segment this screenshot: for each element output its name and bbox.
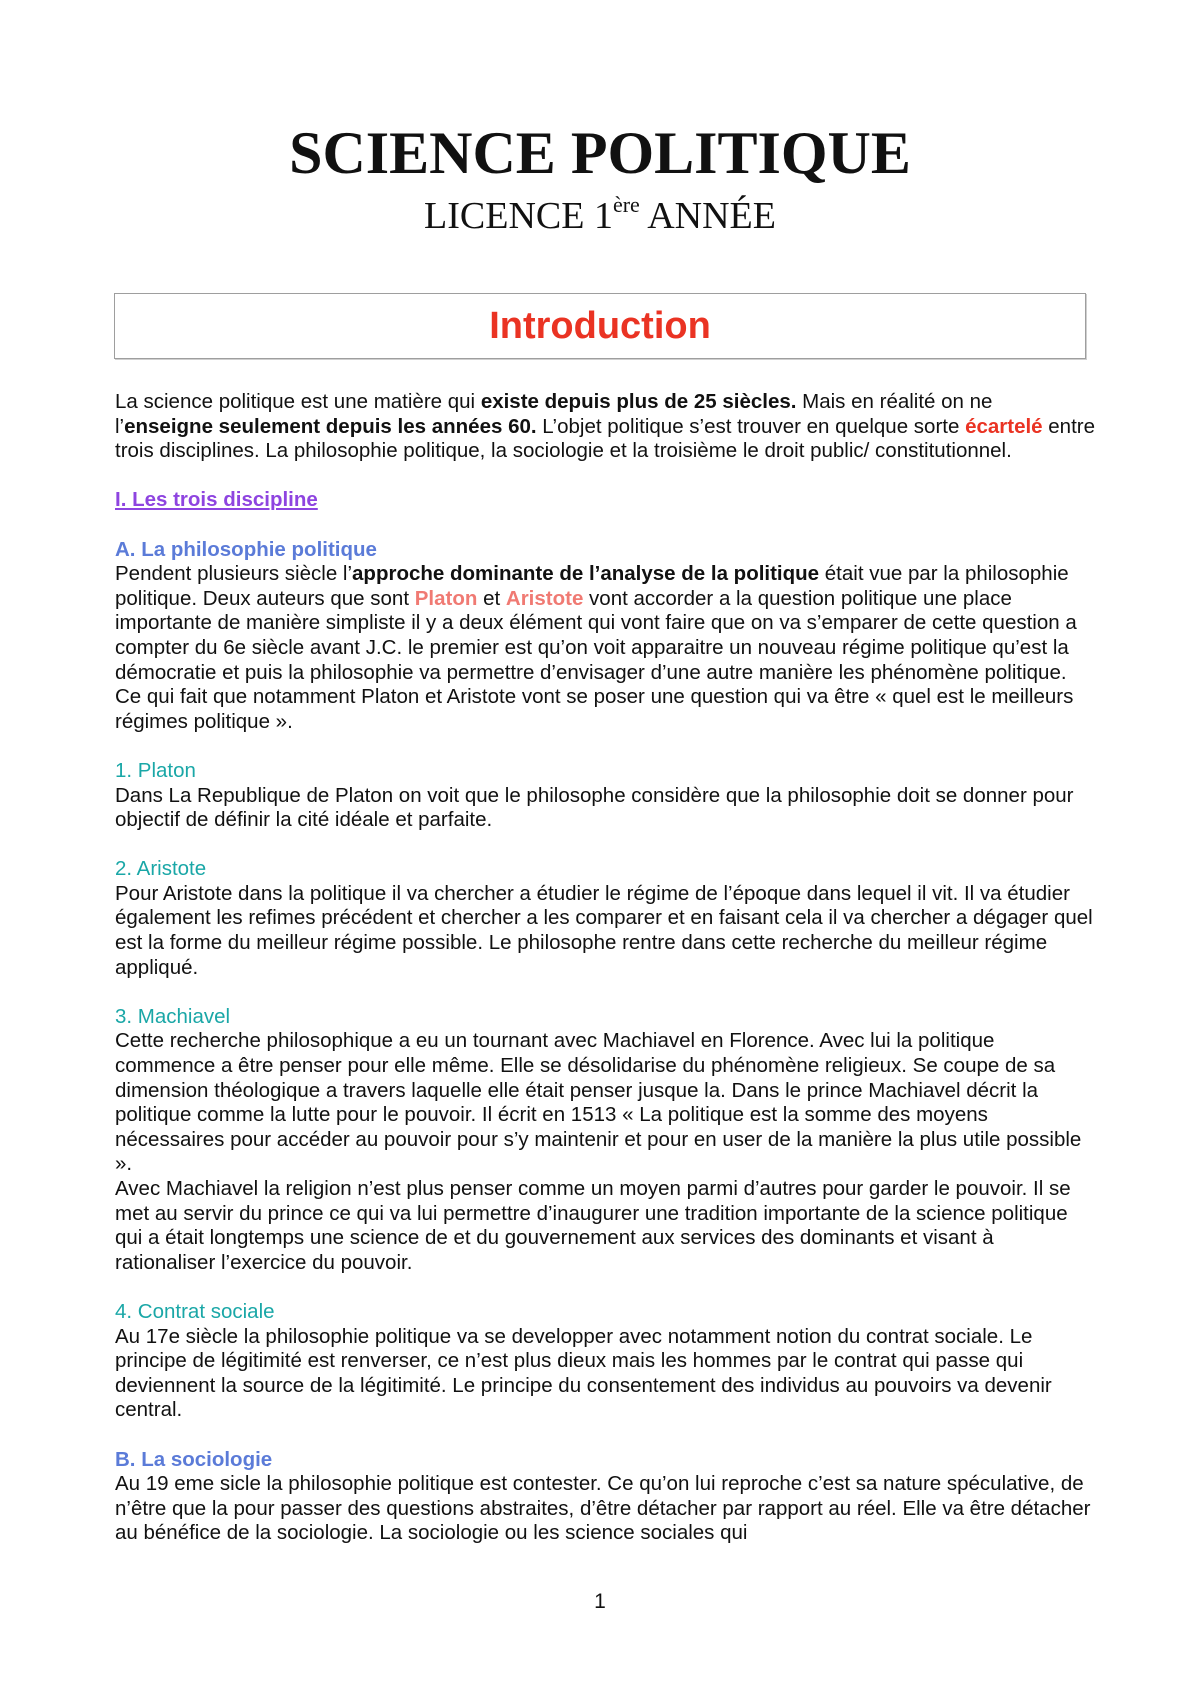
introduction-heading: Introduction bbox=[489, 305, 711, 347]
subsection-machiavel-text-2: Avec Machiavel la religion n’est plus penser comme un moyen parmi d’autres pour garder le pouvoir. Il se met au servir du prince ce qui va lui permettre d’inaugurer une tradition importante de la science politique qui a était longtemps une science de et du gouvernement aux services des dominants et visant à rationaliser l’exercice du pouvoir. bbox=[115, 1177, 1071, 1274]
section-heading-a: A. La philosophie politique bbox=[115, 537, 377, 561]
section-a-bold: approche dominante de l’analyse de la politique bbox=[352, 562, 820, 586]
section-a-text-1: Pendent plusieurs siècle l’ bbox=[115, 562, 353, 586]
intro-bold-1: existe depuis plus de 25 siècles. bbox=[480, 390, 797, 413]
document-subtitle bbox=[0, 192, 1200, 240]
section-a-text-3: et bbox=[477, 586, 506, 610]
intro-paragraph bbox=[115, 390, 1095, 464]
section-a-paragraph bbox=[115, 562, 1095, 734]
intro-bold-2: enseigne seulement depuis les années 60. bbox=[124, 414, 537, 438]
intro-text-1: La science politique est une matière qui bbox=[115, 390, 481, 413]
intro-highlight: écartelé bbox=[965, 414, 1043, 438]
subsection-aristote-text: Pour Aristote dans la politique il va chercher a étudier le régime de l’époque dans lequel il vit. Il va étudier également les refimes précédent et chercher a les comparer et en faisant cela il va chercher a dégager quel est la forme du meilleur régime possible. Le philosophe rentre dans cette recherche du meilleur régime appliqué. bbox=[115, 881, 1093, 979]
section-heading-1-text: I. Les trois discipline bbox=[115, 488, 318, 512]
section-a-text-4: vont accorder a la question politique une place importante de manière simpliste il y a deux élément qui vont faire que on va s’emparer de cette question a compter du 6e siècle avant J.C. le premier est qu’on voit apparaitre un nouveau régime politique qu’est la démocratie et puis la philosophie va permettre d’envisager d’une autre manière les phénomène politique. Ce qui fait que notamment Platon et Aristote vont se poser une question qui va être « quel est le meilleurs régimes politique ». bbox=[115, 586, 1077, 733]
document-body bbox=[115, 390, 1095, 1546]
subsection-heading-machiavel: 3. Machiavel bbox=[115, 1004, 231, 1028]
subsection-heading-contrat: 4. Contrat sociale bbox=[115, 1299, 275, 1323]
subsection-heading-aristote: 2. Aristote bbox=[115, 857, 207, 881]
subtitle-main: LICENCE 1 bbox=[424, 195, 613, 237]
section-heading-1 bbox=[115, 488, 1095, 513]
subsection-machiavel-text-1: Cette recherche philosophique a eu un tournant avec Machiavel en Florence. Avec lui la politique commence a être penser pour elle même. Elle se désolidarise du phénomène religieux. Se coupe de sa dimension théologique a travers laquelle elle était penser jusque la. Dans le prince Machiavel décrit la politique comme la lutte pour le pouvoir. Il écrit en 1513 « La politique est la somme des moyens nécessaires pour accéder au pouvoir pour s’y maintenir et pour en user de la manière la plus utile possible ». bbox=[115, 1029, 1082, 1176]
subtitle-end: ANNÉE bbox=[639, 195, 776, 237]
subsection-platon-text: Dans La Republique de Platon on voit que le philosophe considère que la philosophie doit se donner pour objectif de définir la cité idéale et parfaite. bbox=[115, 783, 1074, 832]
intro-text-4: entre trois disciplines. La philosophie politique, la sociologie et la troisième le droit public/ constitutionnel. bbox=[115, 414, 1095, 463]
subsection-heading-platon: 1. Platon bbox=[115, 758, 196, 782]
section-a-text-2: était vue par la philosophie politique. Deux auteurs que sont bbox=[115, 562, 1069, 610]
section-b-paragraph: Au 19 eme sicle la philosophie politique est contester. Ce qu’on lui reproche c’est sa nature spéculative, de n’être que la pour passer des questions abstraites, d’être détacher par rapport au réel. Elle va être détacher au bénéfice de la sociologie. La sociologie ou les science sociales qui bbox=[115, 1472, 1091, 1545]
subtitle-superscript: ère bbox=[612, 192, 640, 217]
page-number: 1 bbox=[594, 1590, 606, 1613]
intro-text-3: L’objet politique s’est trouver en quelque sorte bbox=[536, 414, 966, 438]
document-title: SCIENCE POLITIQUE bbox=[289, 120, 911, 186]
introduction-box bbox=[114, 293, 1086, 359]
intro-text-2: Mais en réalité on ne l’ bbox=[115, 390, 993, 438]
name-aristote: Aristote bbox=[505, 586, 584, 610]
name-platon: Platon bbox=[414, 586, 478, 610]
subsection-contrat-text: Au 17e siècle la philosophie politique va se developper avec notamment notion du contrat sociale. Le principe de légitimité est renverser, ce n’est plus dieux mais les hommes par le contrat qui passe qui deviennent la source de la légitimité. Le principe du consentement des individus au pouvoirs va devenir central. bbox=[115, 1324, 1052, 1422]
section-heading-b: B. La sociologie bbox=[115, 1447, 273, 1471]
